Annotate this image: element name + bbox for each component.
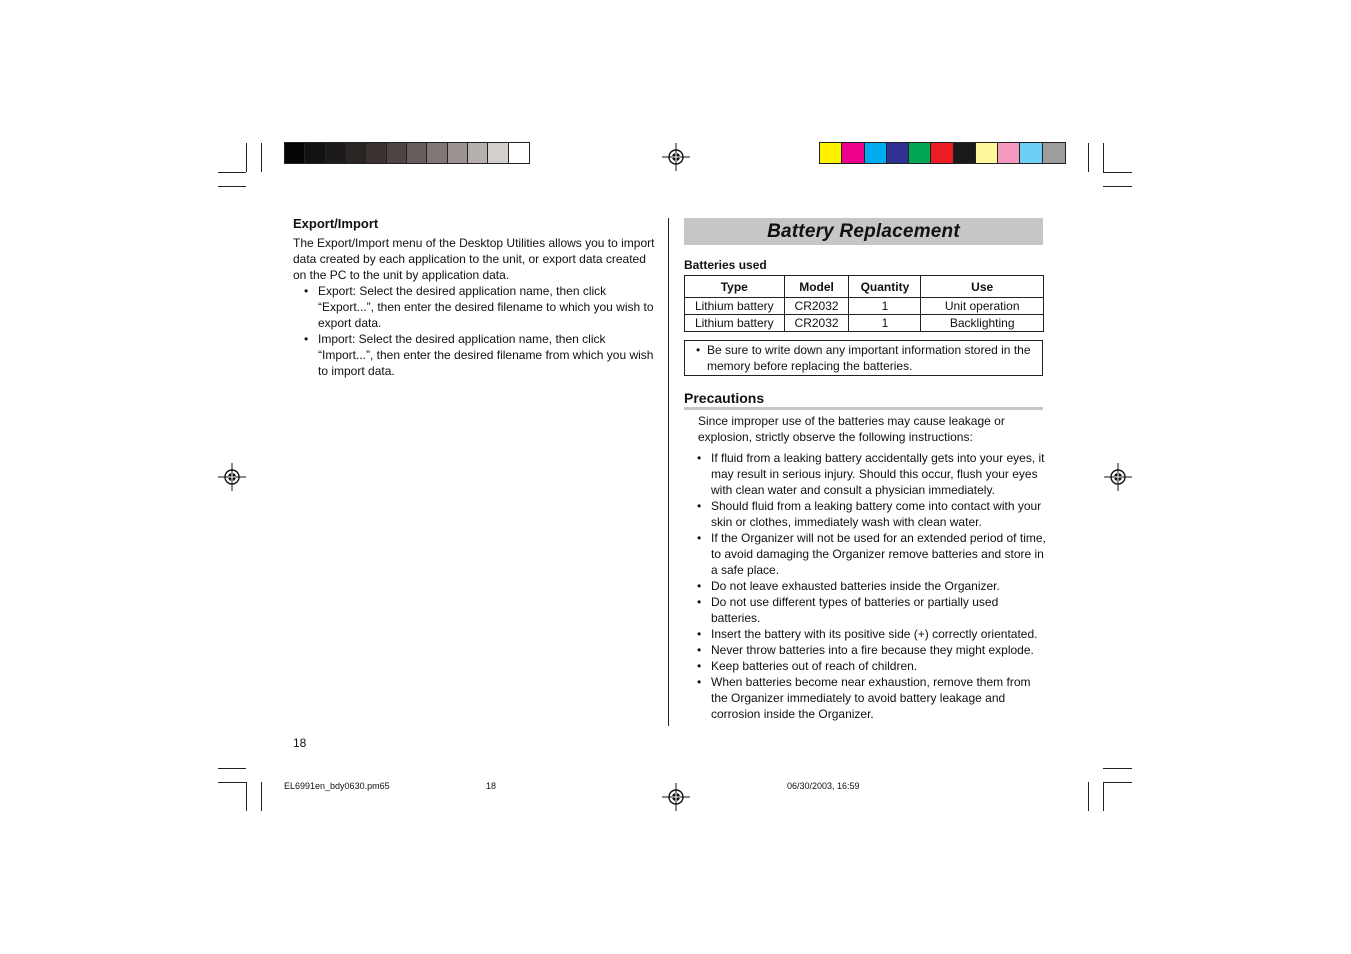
registration-mark-icon <box>218 463 246 491</box>
table-header-cell: Quantity <box>849 276 921 298</box>
list-item: • If the Organizer will not be used for an extended period of time, to avoid damaging the Organizer remove batteries and store in a safe place. <box>686 530 1046 578</box>
color-swatch <box>865 143 887 163</box>
table-cell: Backlighting <box>921 315 1044 332</box>
list-item: • Import: Select the desired application name, then click “Import...”, then enter the desired filename from which you wish to import data. <box>293 331 655 379</box>
color-swatch <box>407 143 427 163</box>
color-swatch <box>842 143 864 163</box>
table-header-cell: Use <box>921 276 1044 298</box>
table-cell: CR2032 <box>784 315 849 332</box>
list-item: • Should fluid from a leaking battery come into contact with your skin or clothes, immediately wash with clean water. <box>686 498 1046 530</box>
crop-mark <box>218 782 246 783</box>
table-cell: CR2032 <box>784 298 849 315</box>
grayscale-bar <box>284 142 530 164</box>
color-swatch <box>305 143 325 163</box>
color-swatch <box>427 143 447 163</box>
crop-mark <box>218 186 246 187</box>
color-swatch <box>468 143 488 163</box>
column-divider <box>668 218 669 726</box>
color-swatch <box>820 143 842 163</box>
page-number: 18 <box>293 736 307 750</box>
crop-mark <box>1103 768 1132 769</box>
table-header-row <box>685 276 1044 298</box>
footer-page: 18 <box>486 781 497 791</box>
table-cell: 1 <box>849 315 921 332</box>
crop-mark <box>1103 782 1132 783</box>
crop-mark <box>1103 172 1132 173</box>
crop-mark <box>1103 782 1104 811</box>
section-title-bar <box>684 218 1043 245</box>
batteries-used-heading: Batteries used <box>684 258 767 272</box>
crop-mark <box>246 782 247 811</box>
color-swatch <box>1020 143 1042 163</box>
table-cell: Lithium battery <box>685 298 785 315</box>
crop-mark <box>1103 186 1132 187</box>
crop-mark <box>1088 782 1089 811</box>
list-item: • Never throw batteries into a fire because they might explode. <box>686 642 1046 658</box>
note-text: • Be sure to write down any important information stored in the memory before replacing the batteries. <box>685 342 1042 374</box>
footer-filename: EL6991en_bdy0630.pm65 <box>284 781 390 791</box>
crop-mark <box>261 143 262 172</box>
crop-mark <box>1103 143 1104 172</box>
table-cell: Lithium battery <box>685 315 785 332</box>
color-swatch <box>509 143 529 163</box>
list-item: • Export: Select the desired application name, then click “Export...”, then enter the desired filename to which you wish to export data. <box>293 283 655 331</box>
registration-mark-icon <box>662 783 690 811</box>
crop-mark <box>1088 143 1089 172</box>
list-item: • When batteries become near exhaustion, remove them from the Organizer immediately to avoid battery leakage and corrosion inside the Organizer. <box>686 674 1046 722</box>
export-import-heading: Export/Import <box>293 216 379 231</box>
color-swatch <box>954 143 976 163</box>
color-swatch <box>285 143 305 163</box>
color-swatch <box>448 143 468 163</box>
crop-mark <box>218 768 246 769</box>
color-swatch <box>346 143 366 163</box>
crop-mark <box>261 782 262 811</box>
list-item: • Keep batteries out of reach of children. <box>686 658 1046 674</box>
color-swatch <box>387 143 407 163</box>
color-swatch <box>976 143 998 163</box>
color-swatch <box>998 143 1020 163</box>
table-cell: Unit operation <box>921 298 1044 315</box>
registration-mark-icon <box>1104 463 1132 491</box>
table-row <box>685 298 1044 315</box>
section-title: Battery Replacement <box>767 220 960 242</box>
precautions-list <box>686 450 1046 722</box>
precautions-intro: Since improper use of the batteries may cause leakage or explosion, strictly observe the following instructions: <box>698 414 1005 444</box>
registration-mark-icon <box>662 143 690 171</box>
export-import-intro: The Export/Import menu of the Desktop Utilities allows you to import data created by each application to the unit, or export data created on the PC to the unit by application data. <box>293 236 655 282</box>
note-box <box>684 340 1043 376</box>
table-row <box>685 315 1044 332</box>
list-item: • If fluid from a leaking battery accidentally gets into your eyes, it may result in serious injury. Should this occur, flush your eyes with clean water and consult a physician immediately. <box>686 450 1046 498</box>
table-header-cell: Model <box>784 276 849 298</box>
color-swatch <box>909 143 931 163</box>
footer-datetime: 06/30/2003, 16:59 <box>787 781 860 791</box>
color-swatch <box>887 143 909 163</box>
color-swatch <box>931 143 953 163</box>
precautions-heading: Precautions <box>684 390 1043 410</box>
crop-mark <box>246 143 247 172</box>
color-swatch <box>488 143 508 163</box>
color-swatch <box>1043 143 1065 163</box>
color-swatch <box>326 143 346 163</box>
crop-mark <box>218 172 246 173</box>
table-cell: 1 <box>849 298 921 315</box>
color-bar <box>819 142 1066 164</box>
list-item: • Do not leave exhausted batteries inside the Organizer. <box>686 578 1046 594</box>
color-swatch <box>366 143 386 163</box>
battery-table <box>684 275 1044 332</box>
list-item: • Insert the battery with its positive side (+) correctly orientated. <box>686 626 1046 642</box>
table-header-cell: Type <box>685 276 785 298</box>
export-import-list <box>293 283 655 379</box>
list-item: • Do not use different types of batteries or partially used batteries. <box>686 594 1046 626</box>
